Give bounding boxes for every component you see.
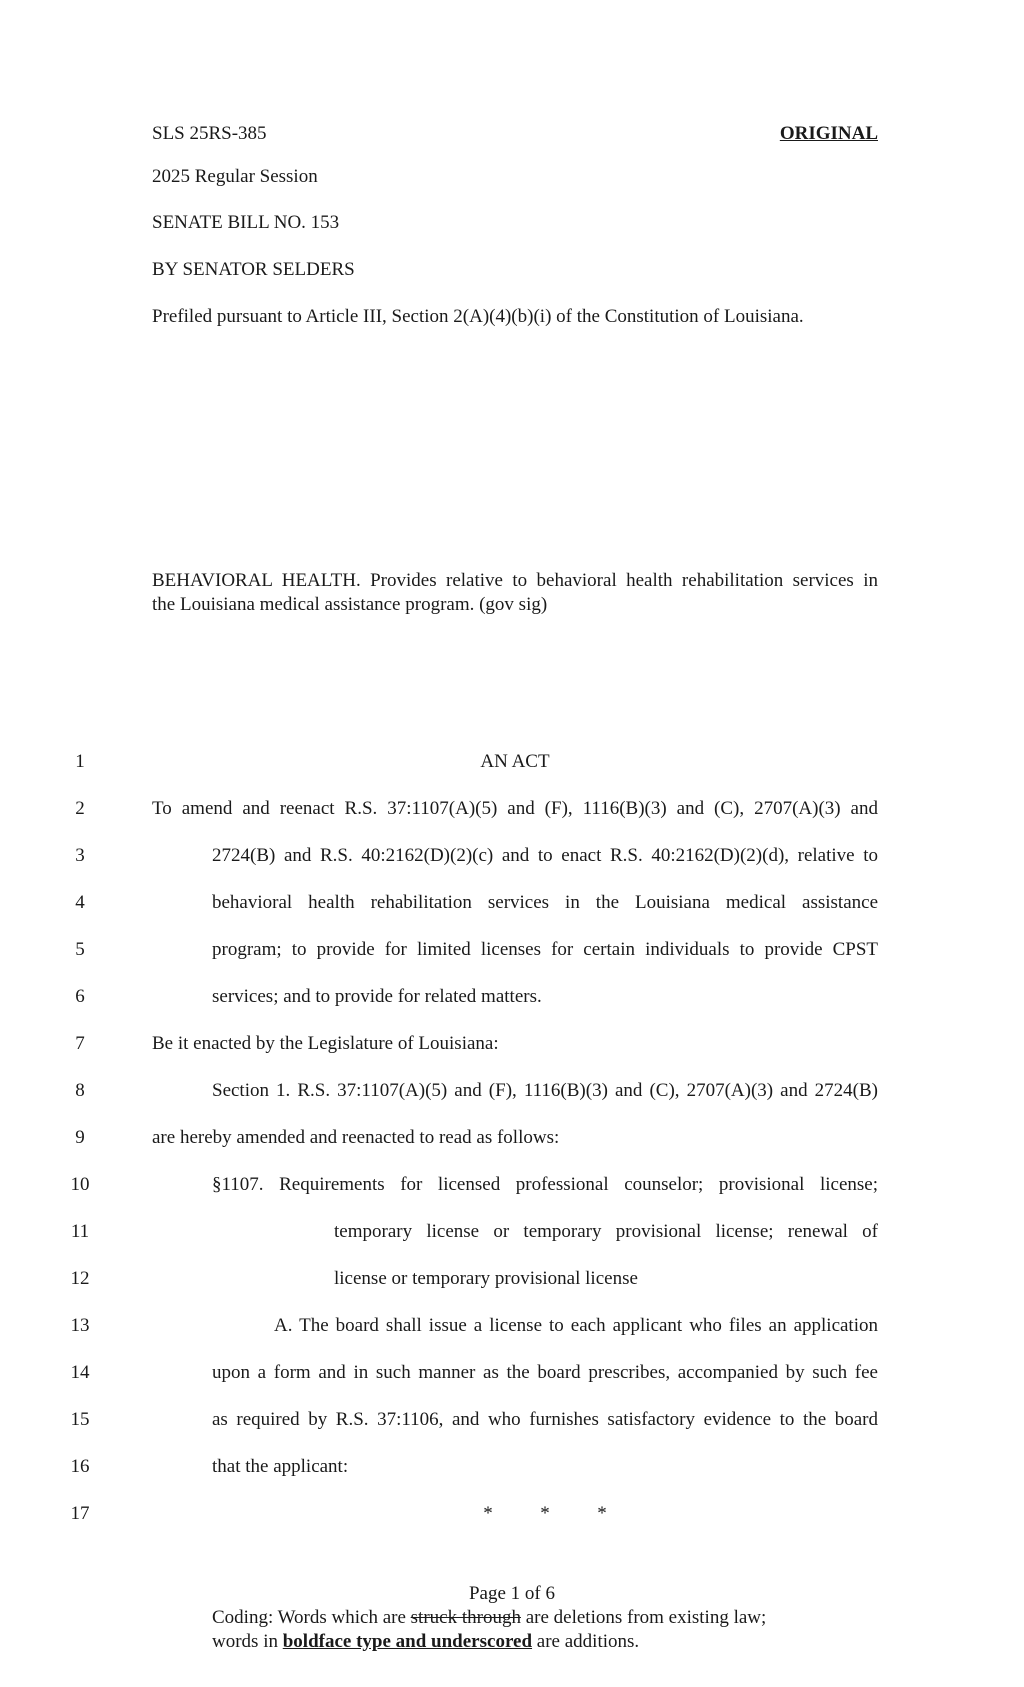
bill-line (0, 1314, 1024, 1338)
bill-line (0, 797, 1024, 821)
line-text: 2724(B) and R.S. 40:2162(D)(2)(c) and to enact R.S. 40:2162(D)(2)(d), relative to (212, 845, 878, 866)
line-number: 8 (75, 1080, 85, 1101)
section-heading: §1107. Requirements for licensed professional counselor; provisional license; (212, 1174, 878, 1195)
line-text: To amend and reenact R.S. 37:1107(A)(5) and (F), 1116(B)(3) and (C), 2707(A)(3) and (152, 798, 878, 819)
digest-line: BEHAVIORAL HEALTH. Provides relative to behavioral health rehabilitation services in (152, 570, 878, 591)
line-text: A. The board shall issue a license to each applicant who files an application (274, 1315, 878, 1336)
bill-line (0, 750, 1024, 774)
bill-line (0, 1079, 1024, 1103)
act-title: AN ACT (480, 751, 550, 772)
bill-line (0, 1361, 1024, 1385)
bill-line (0, 891, 1024, 915)
section-heading: temporary license or temporary provisional license; renewal of (334, 1221, 878, 1242)
bill-code: SLS 25RS-385 (152, 123, 267, 144)
bold-sample: boldface type and underscored (282, 1631, 533, 1652)
prefiled-note: Prefiled pursuant to Article III, Section 2(A)(4)(b)(i) of the Constitution of Louisiana. (152, 306, 804, 327)
line-text: that the applicant: (212, 1456, 349, 1477)
bill-line (0, 1502, 1024, 1526)
line-text: upon a form and in such manner as the board prescribes, accompanied by such fee (212, 1362, 878, 1383)
bill-number: SENATE BILL NO. 153 (152, 212, 340, 233)
page-number: Page 1 of 6 (468, 1583, 555, 1604)
line-text: as required by R.S. 37:1106, and who furnishes satisfactory evidence to the board (212, 1409, 878, 1430)
line-number: 14 (70, 1362, 90, 1383)
line-number: 4 (75, 892, 85, 913)
line-number: 16 (70, 1456, 90, 1477)
bill-line (0, 985, 1024, 1009)
status-label: ORIGINAL (779, 123, 878, 144)
bill-line (0, 1267, 1024, 1291)
line-number: 15 (70, 1409, 90, 1430)
line-number: 6 (75, 986, 85, 1007)
line-number: 2 (75, 798, 85, 819)
coding-line-1: Coding: Words which are struck through are deletions from existing law; (212, 1607, 767, 1628)
bill-line (0, 1408, 1024, 1432)
line-text: services; and to provide for related matters. (212, 986, 542, 1007)
bill-line (0, 1032, 1024, 1056)
coding-note (212, 1606, 766, 1654)
omission-marker: * * * (483, 1503, 607, 1524)
bill-author: BY SENATOR SELDERS (152, 259, 355, 280)
line-number: 9 (75, 1127, 85, 1148)
line-number: 10 (70, 1174, 90, 1195)
line-text: Section 1. R.S. 37:1107(A)(5) and (F), 1116(B)(3) and (C), 2707(A)(3) and 2724(B) (212, 1080, 878, 1101)
line-number: 7 (75, 1033, 85, 1054)
line-number: 1 (75, 751, 85, 772)
line-number: 5 (75, 939, 85, 960)
line-text: are hereby amended and reenacted to read as follows: (152, 1127, 560, 1148)
section-heading: license or temporary provisional license (334, 1268, 638, 1289)
bill-line (0, 1220, 1024, 1244)
bill-digest (152, 569, 878, 617)
session-label: 2025 Regular Session (152, 166, 318, 187)
line-text: Be it enacted by the Legislature of Louisiana: (152, 1033, 499, 1054)
bill-line (0, 1126, 1024, 1150)
line-number: 12 (70, 1268, 90, 1289)
coding-line-2: words in boldface type and underscored are additions. (212, 1631, 640, 1652)
line-text: behavioral health rehabilitation services in the Louisiana medical assistance (212, 892, 878, 913)
line-number: 17 (70, 1503, 90, 1524)
bill-line (0, 938, 1024, 962)
line-number: 13 (70, 1315, 90, 1336)
bill-line (0, 1455, 1024, 1479)
line-number: 3 (75, 845, 85, 866)
bill-line (0, 1173, 1024, 1197)
bill-line (0, 844, 1024, 868)
digest-line: the Louisiana medical assistance program. (gov sig) (152, 594, 548, 615)
line-number: 11 (70, 1221, 90, 1242)
struck-sample: struck through (410, 1607, 521, 1628)
line-text: program; to provide for limited licenses for certain individuals to provide CPST (212, 939, 878, 960)
